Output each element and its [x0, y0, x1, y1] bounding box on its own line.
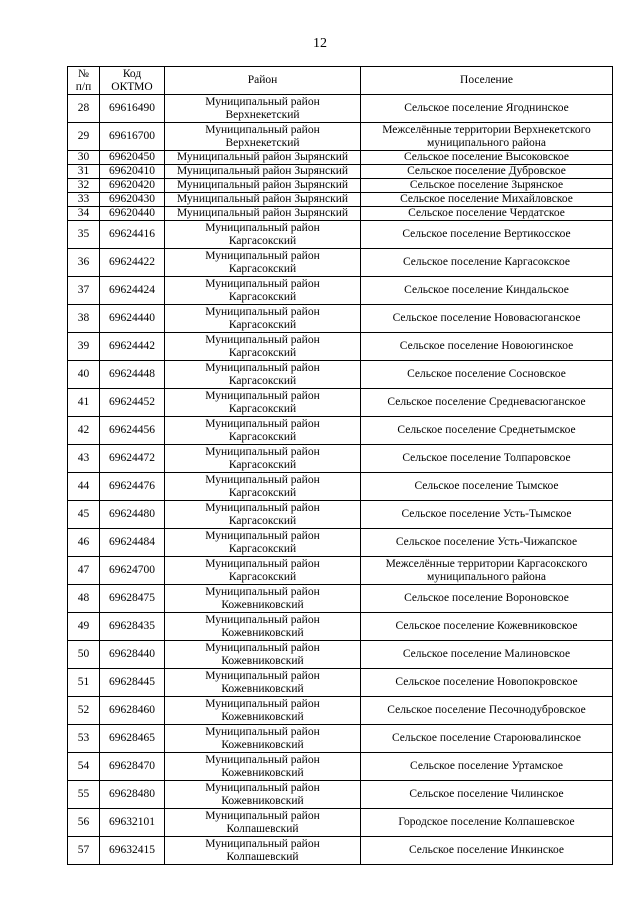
row-number: 35: [68, 221, 100, 249]
district-name: Муниципальный район Колпашевский: [165, 809, 361, 837]
settlement-name: Сельское поселение Каргасокское: [361, 249, 613, 277]
header-settlement: Поселение: [361, 67, 613, 95]
oktmo-code: 69628460: [100, 697, 165, 725]
table-row: [68, 95, 613, 123]
district-name: Муниципальный район Каргасокский: [165, 361, 361, 389]
oktmo-code: 69620410: [100, 165, 165, 179]
district-name: Муниципальный район Верхнекетский: [165, 123, 361, 151]
district-name: Муниципальный район Каргасокский: [165, 305, 361, 333]
table-row: [68, 585, 613, 613]
row-number: 57: [68, 837, 100, 865]
oktmo-code: 69620430: [100, 193, 165, 207]
table-row: [68, 781, 613, 809]
district-name: Муниципальный район Зырянский: [165, 165, 361, 179]
district-name: Муниципальный район Каргасокский: [165, 529, 361, 557]
oktmo-code: 69624456: [100, 417, 165, 445]
district-name: Муниципальный район Каргасокский: [165, 389, 361, 417]
settlement-name: Сельское поселение Средневасюганское: [361, 389, 613, 417]
district-name: Муниципальный район Кожевниковский: [165, 669, 361, 697]
row-number: 55: [68, 781, 100, 809]
district-name: Муниципальный район Каргасокский: [165, 249, 361, 277]
row-number: 48: [68, 585, 100, 613]
oktmo-code: 69628440: [100, 641, 165, 669]
row-number: 38: [68, 305, 100, 333]
table-row: [68, 165, 613, 179]
table-row: [68, 417, 613, 445]
row-number: 56: [68, 809, 100, 837]
table-row: [68, 123, 613, 151]
row-number: 44: [68, 473, 100, 501]
settlement-name: Сельское поселение Высоковское: [361, 151, 613, 165]
district-name: Муниципальный район Каргасокский: [165, 277, 361, 305]
settlement-name: Сельское поселение Песочнодубровское: [361, 697, 613, 725]
settlement-name: Сельское поселение Староювалинское: [361, 725, 613, 753]
table-row: [68, 193, 613, 207]
table-row: [68, 445, 613, 473]
table-row: [68, 333, 613, 361]
oktmo-code: 69624440: [100, 305, 165, 333]
settlement-name: Сельское поселение Малиновское: [361, 641, 613, 669]
table-row: [68, 305, 613, 333]
table-row: [68, 557, 613, 585]
row-number: 36: [68, 249, 100, 277]
table-row: [68, 697, 613, 725]
district-name: Муниципальный район Каргасокский: [165, 557, 361, 585]
row-number: 43: [68, 445, 100, 473]
oktmo-code: 69624448: [100, 361, 165, 389]
oktmo-code: 69624416: [100, 221, 165, 249]
settlement-name: Сельское поселение Зырянское: [361, 179, 613, 193]
oktmo-code: 69628480: [100, 781, 165, 809]
district-name: Муниципальный район Кожевниковский: [165, 753, 361, 781]
header-row: [68, 67, 613, 95]
row-number: 41: [68, 389, 100, 417]
settlement-name: Межселённые территории Каргасокского муниципального района: [361, 557, 613, 585]
table-row: [68, 389, 613, 417]
district-name: Муниципальный район Кожевниковский: [165, 725, 361, 753]
district-name: Муниципальный район Зырянский: [165, 193, 361, 207]
oktmo-code: 69624476: [100, 473, 165, 501]
header-oktmo-code: Код ОКТМО: [100, 67, 165, 95]
district-name: Муниципальный район Каргасокский: [165, 501, 361, 529]
settlement-name: Сельское поселение Вороновское: [361, 585, 613, 613]
oktmo-code: 69624480: [100, 501, 165, 529]
table-row: [68, 725, 613, 753]
oktmo-code: 69616700: [100, 123, 165, 151]
oktmo-code: 69632415: [100, 837, 165, 865]
row-number: 32: [68, 179, 100, 193]
row-number: 49: [68, 613, 100, 641]
table-row: [68, 529, 613, 557]
row-number: 42: [68, 417, 100, 445]
settlement-name: Сельское поселение Уртамское: [361, 753, 613, 781]
header-number: № п/п: [68, 67, 100, 95]
table-row: [68, 207, 613, 221]
oktmo-code: 69624452: [100, 389, 165, 417]
table-row: [68, 249, 613, 277]
district-name: Муниципальный район Каргасокский: [165, 445, 361, 473]
table-row: [68, 753, 613, 781]
district-name: Муниципальный район Кожевниковский: [165, 585, 361, 613]
settlement-name: Сельское поселение Новоюгинское: [361, 333, 613, 361]
settlement-name: Сельское поселение Новопокровское: [361, 669, 613, 697]
settlement-name: Сельское поселение Тымское: [361, 473, 613, 501]
settlement-name: Сельское поселение Усть-Тымское: [361, 501, 613, 529]
table-header: [68, 67, 613, 95]
oktmo-code: 69620440: [100, 207, 165, 221]
district-name: Муниципальный район Зырянский: [165, 179, 361, 193]
oktmo-code: 69624442: [100, 333, 165, 361]
table-row: [68, 361, 613, 389]
row-number: 39: [68, 333, 100, 361]
row-number: 30: [68, 151, 100, 165]
settlement-name: Сельское поселение Киндальское: [361, 277, 613, 305]
settlements-table: [67, 66, 613, 865]
district-name: Муниципальный район Каргасокский: [165, 333, 361, 361]
table-row: [68, 221, 613, 249]
table-row: [68, 473, 613, 501]
oktmo-code: 69624700: [100, 557, 165, 585]
row-number: 45: [68, 501, 100, 529]
district-name: Муниципальный район Каргасокский: [165, 221, 361, 249]
oktmo-code: 69624424: [100, 277, 165, 305]
district-name: Муниципальный район Зырянский: [165, 151, 361, 165]
oktmo-code: 69628475: [100, 585, 165, 613]
settlement-name: Городское поселение Колпашевское: [361, 809, 613, 837]
oktmo-code: 69620420: [100, 179, 165, 193]
row-number: 28: [68, 95, 100, 123]
settlement-name: Сельское поселение Чердатское: [361, 207, 613, 221]
district-name: Муниципальный район Колпашевский: [165, 837, 361, 865]
row-number: 46: [68, 529, 100, 557]
row-number: 29: [68, 123, 100, 151]
header-district: Район: [165, 67, 361, 95]
settlement-name: Сельское поселение Толпаровское: [361, 445, 613, 473]
oktmo-code: 69624472: [100, 445, 165, 473]
settlement-name: Сельское поселение Инкинское: [361, 837, 613, 865]
row-number: 54: [68, 753, 100, 781]
oktmo-code: 69628435: [100, 613, 165, 641]
oktmo-code: 69628465: [100, 725, 165, 753]
oktmo-code: 69624422: [100, 249, 165, 277]
settlement-name: Сельское поселение Нововасюганское: [361, 305, 613, 333]
row-number: 51: [68, 669, 100, 697]
district-name: Муниципальный район Кожевниковский: [165, 781, 361, 809]
settlement-name: Сельское поселение Сосновское: [361, 361, 613, 389]
oktmo-code: 69628445: [100, 669, 165, 697]
row-number: 37: [68, 277, 100, 305]
district-name: Муниципальный район Кожевниковский: [165, 697, 361, 725]
row-number: 53: [68, 725, 100, 753]
settlement-name: Сельское поселение Вертикосское: [361, 221, 613, 249]
district-name: Муниципальный район Каргасокский: [165, 417, 361, 445]
district-name: Муниципальный район Каргасокский: [165, 473, 361, 501]
oktmo-code: 69616490: [100, 95, 165, 123]
page-number: 12: [313, 36, 327, 51]
row-number: 52: [68, 697, 100, 725]
settlement-name: Сельское поселение Усть-Чижапское: [361, 529, 613, 557]
row-number: 50: [68, 641, 100, 669]
table-row: [68, 613, 613, 641]
settlement-name: Сельское поселение Чилинское: [361, 781, 613, 809]
settlement-name: Сельское поселение Кожевниковское: [361, 613, 613, 641]
district-name: Муниципальный район Верхнекетский: [165, 95, 361, 123]
row-number: 40: [68, 361, 100, 389]
table-row: [68, 151, 613, 165]
settlement-name: Сельское поселение Среднетымское: [361, 417, 613, 445]
oktmo-code: 69628470: [100, 753, 165, 781]
table-row: [68, 641, 613, 669]
row-number: 34: [68, 207, 100, 221]
table-row: [68, 501, 613, 529]
settlement-name: Сельское поселение Дубровское: [361, 165, 613, 179]
table-row: [68, 179, 613, 193]
table-row: [68, 837, 613, 865]
settlement-name: Сельское поселение Ягоднинское: [361, 95, 613, 123]
oktmo-code: 69632101: [100, 809, 165, 837]
oktmo-code: 69624484: [100, 529, 165, 557]
settlement-name: Межселённые территории Верхнекетского муниципального района: [361, 123, 613, 151]
row-number: 33: [68, 193, 100, 207]
district-name: Муниципальный район Зырянский: [165, 207, 361, 221]
row-number: 31: [68, 165, 100, 179]
table-row: [68, 277, 613, 305]
oktmo-code: 69620450: [100, 151, 165, 165]
table-row: [68, 809, 613, 837]
row-number: 47: [68, 557, 100, 585]
district-name: Муниципальный район Кожевниковский: [165, 613, 361, 641]
district-name: Муниципальный район Кожевниковский: [165, 641, 361, 669]
table-row: [68, 669, 613, 697]
settlement-name: Сельское поселение Михайловское: [361, 193, 613, 207]
table-body: [68, 95, 613, 865]
